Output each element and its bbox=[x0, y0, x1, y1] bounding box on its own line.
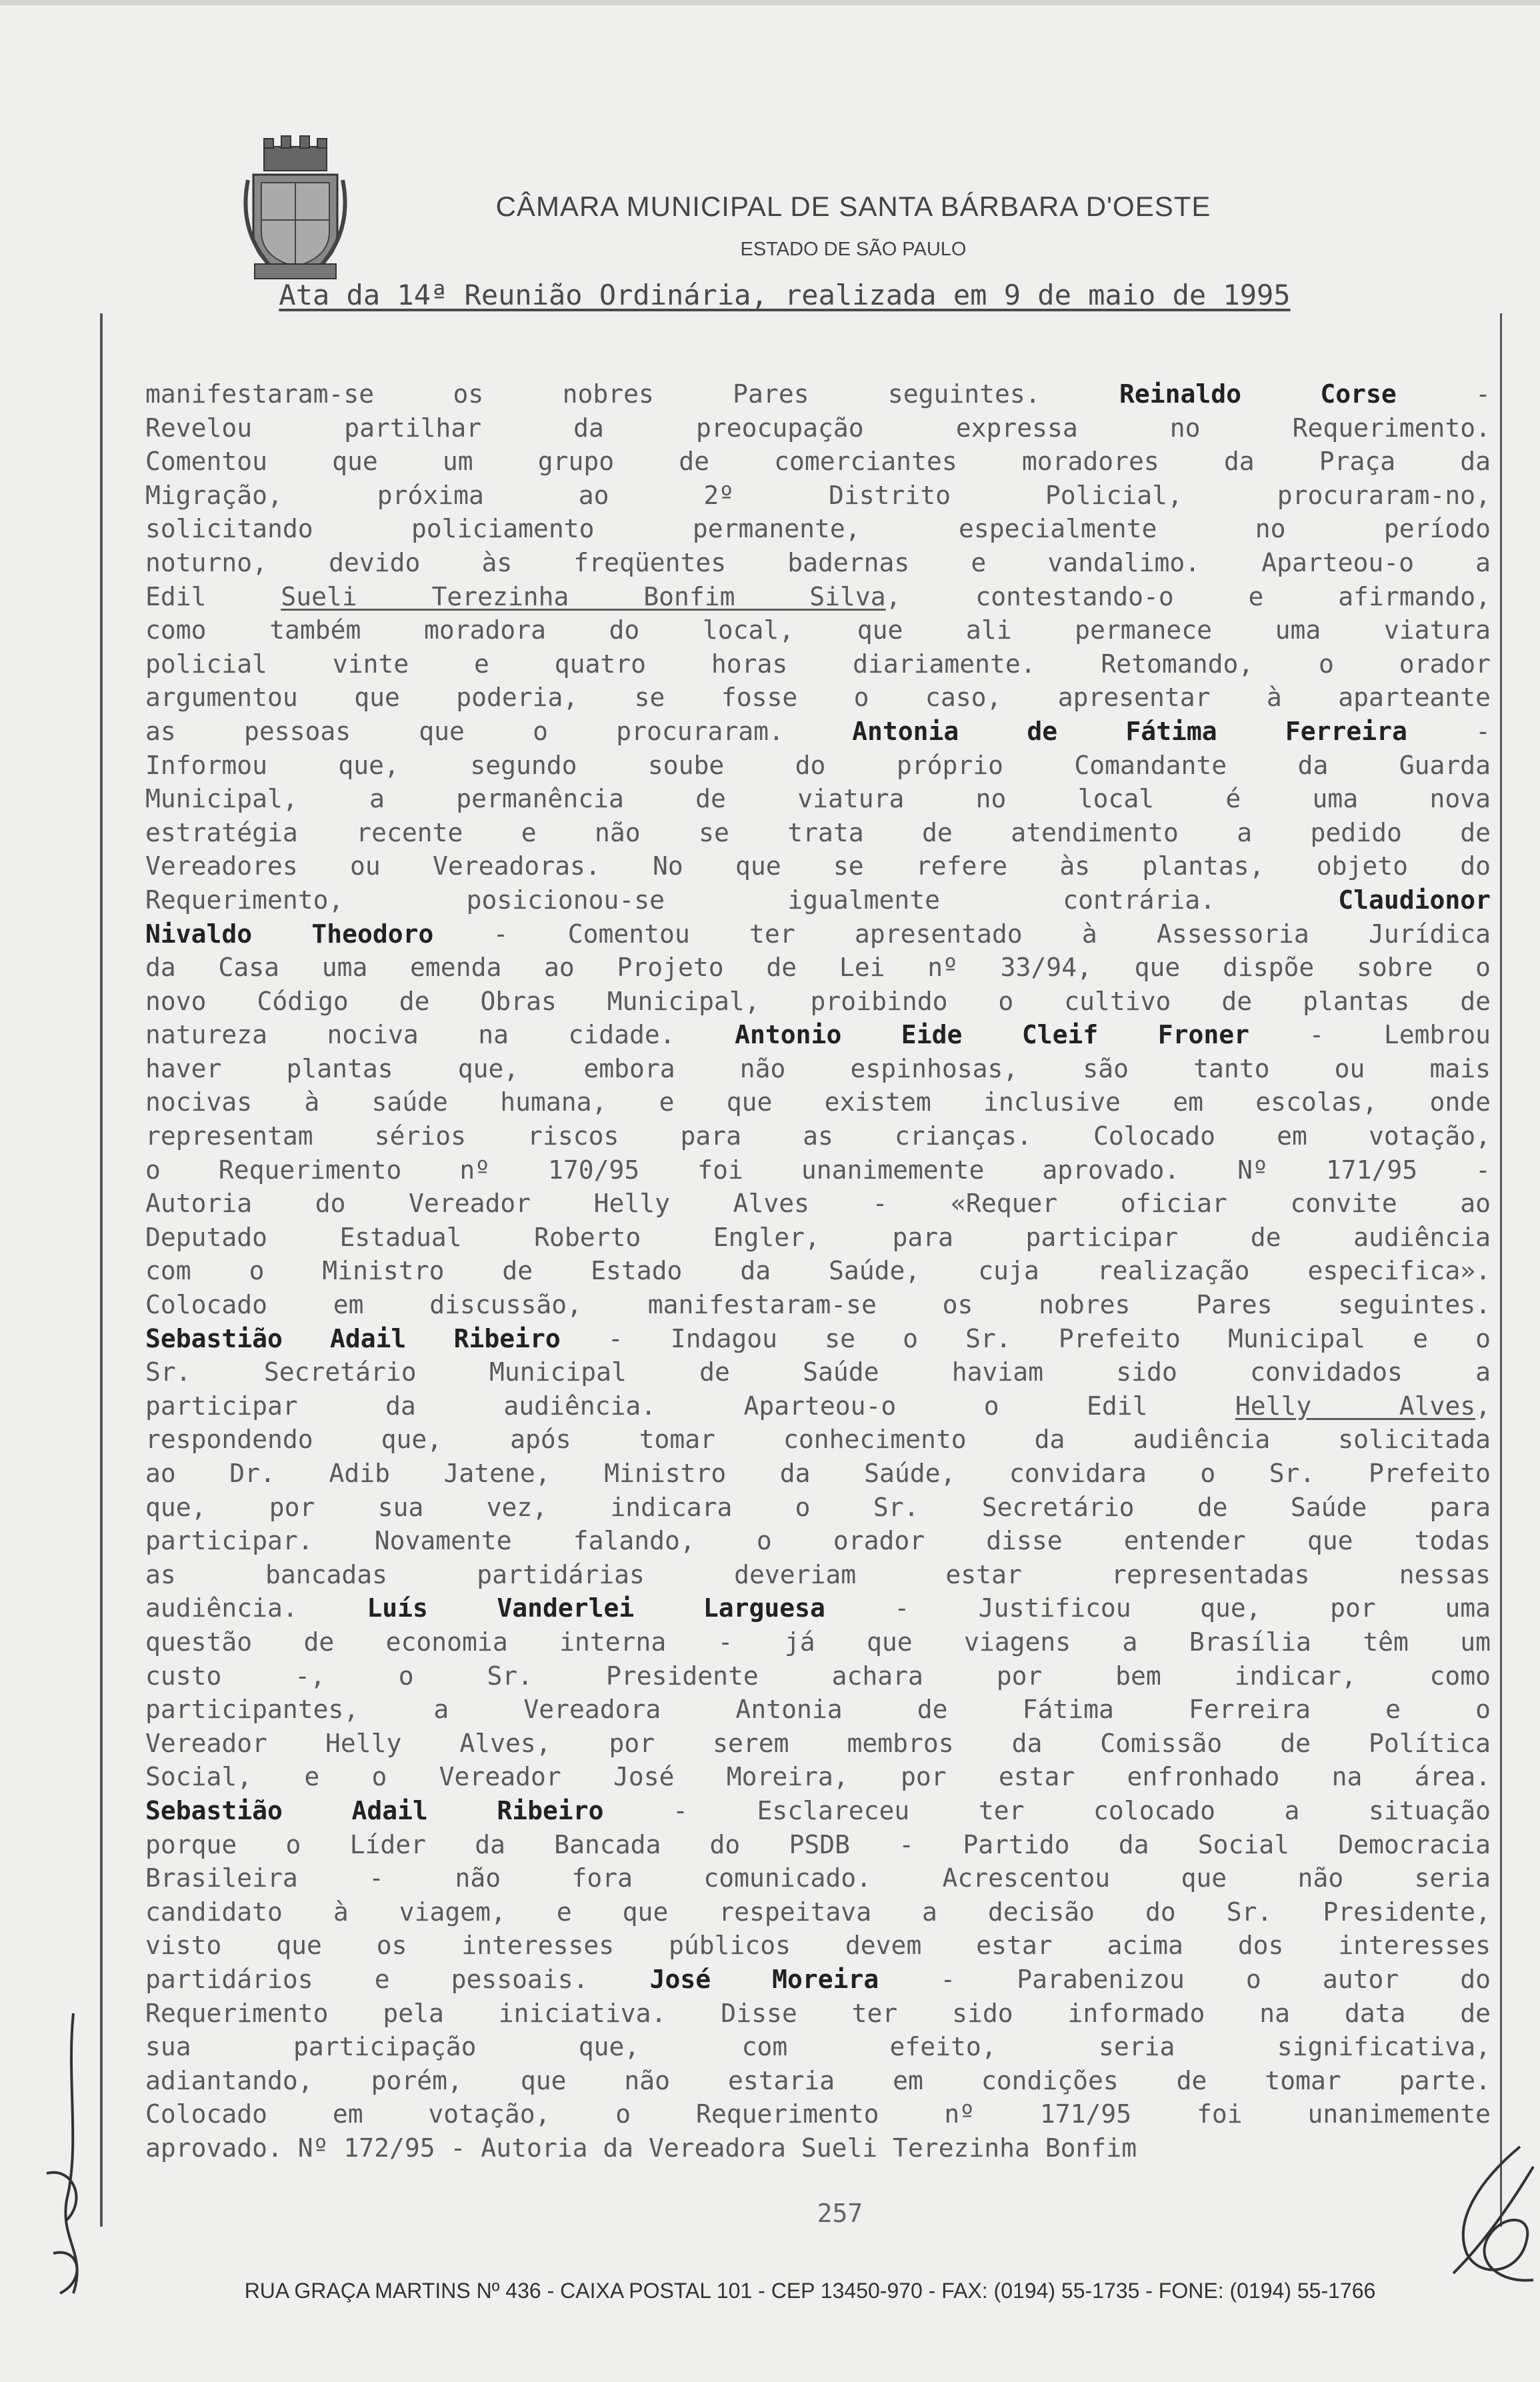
speaker-name: Nivaldo Theodoro bbox=[145, 919, 434, 949]
speaker-name: Sebastião Adail Ribeiro bbox=[145, 1323, 561, 1353]
text-line: que, por sua vez, indicara o Sr. Secretário de Saúde para bbox=[145, 1492, 1491, 1522]
text-line: Municipal, a permanência de viatura no local é uma nova bbox=[145, 784, 1491, 814]
text-line: com o Ministro de Estado da Saúde, cuja realização especifica». bbox=[145, 1256, 1491, 1286]
text-line: Colocado em votação, o Requerimento nº 171/95 foi unanimemente bbox=[145, 2099, 1491, 2129]
text-line: visto que os interesses públicos devem estar acima dos interesses bbox=[145, 1931, 1491, 1961]
text-line: Revelou partilhar da preocupação expressa no Requerimento. bbox=[145, 413, 1491, 443]
text-line: solicitando policiamento permanente, especialmente no período bbox=[145, 514, 1491, 544]
text-line: Colocado em discussão, manifestaram-se os nobres Pares seguintes. bbox=[145, 1290, 1491, 1320]
text-line: as pessoas que o procuraram. Antonia de Fátima Ferreira - bbox=[145, 716, 1491, 746]
text-line: ao Dr. Adib Jatene, Ministro da Saúde, convidara o Sr. Prefeito bbox=[145, 1459, 1491, 1488]
text-line: participar. Novamente falando, o orador disse entender que todas bbox=[145, 1526, 1491, 1556]
text-line: as bancadas partidárias deveriam estar representadas nessas bbox=[145, 1559, 1491, 1589]
text-line: Edil Sueli Terezinha Bonfim Silva, contestando-o e afirmando, bbox=[145, 581, 1491, 611]
text-line: haver plantas que, embora não espinhosas, são tanto ou mais bbox=[145, 1053, 1491, 1083]
text-line: Autoria do Vereador Helly Alves - «Requer oficiar convite ao bbox=[145, 1189, 1491, 1219]
text-line: nocivas à saúde humana, e que existem inclusive em escolas, onde bbox=[145, 1087, 1491, 1117]
municipal-coat-of-arms bbox=[235, 133, 356, 287]
text-line: noturno, devido às freqüentes badernas e vandalimo. Aparteou-o a bbox=[145, 547, 1491, 577]
institution-name: CÂMARA MUNICIPAL DE SANTA BÁRBARA D'OESTE bbox=[495, 191, 1211, 222]
underlined-name: Sueli Terezinha Bonfim Silva bbox=[281, 581, 886, 611]
text-line: aprovado. Nº 172/95 - Autoria da Vereadora Sueli Terezinha Bonfim bbox=[145, 2133, 1137, 2163]
text-line: Informou que, segundo soube do próprio Comandante da Guarda bbox=[145, 750, 1491, 780]
speaker-name: Sebastião Adail Ribeiro bbox=[145, 1795, 604, 1825]
left-margin-rule bbox=[100, 313, 103, 2227]
page-top-edge bbox=[0, 0, 1540, 5]
text-line: como também moradora do local, que ali permanece uma viatura bbox=[145, 615, 1491, 645]
text-line: Brasileira - não fora comunicado. Acrescentou que não seria bbox=[145, 1863, 1491, 1893]
text-line: representam sérios riscos para as crianças. Colocado em votação, bbox=[145, 1121, 1491, 1151]
text-line: Comentou que um grupo de comerciantes moradores da Praça da bbox=[145, 447, 1491, 477]
text-line: Social, e o Vereador José Moreira, por estar enfronhado na área. bbox=[145, 1762, 1491, 1792]
text-line: questão de economia interna - já que viagens a Brasília têm um bbox=[145, 1627, 1491, 1657]
text-line: audiência. Luís Vanderlei Larguesa - Justificou que, por uma bbox=[145, 1593, 1491, 1623]
text-line: Sebastião Adail Ribeiro - Indagou se o Sr. Prefeito Municipal e o bbox=[145, 1323, 1491, 1353]
text-line: candidato à viagem, e que respeitava a decisão do Sr. Presidente, bbox=[145, 1897, 1491, 1927]
speaker-name: Reinaldo Corse bbox=[1119, 379, 1397, 409]
text-line: participar da audiência. Aparteou-o o Edil Helly Alves, bbox=[145, 1391, 1491, 1421]
underlined-name: Helly Alves bbox=[1235, 1391, 1476, 1421]
speaker-name: Antonio Eide Cleif Froner bbox=[735, 1020, 1249, 1050]
text-line: Migração, próxima ao 2º Distrito Policial, procuraram-no, bbox=[145, 480, 1491, 510]
handwritten-initial-icon bbox=[27, 2000, 107, 2320]
text-line: Nivaldo Theodoro - Comentou ter apresentado à Assessoria Jurídica bbox=[145, 919, 1491, 949]
text-line: porque o Líder da Bancada do PSDB - Partido da Social Democracia bbox=[145, 1829, 1491, 1859]
right-margin-rule bbox=[1500, 313, 1502, 2227]
minutes-body bbox=[145, 377, 1491, 2165]
text-line: da Casa uma emenda ao Projeto de Lei nº 33/94, que dispõe sobre o bbox=[145, 953, 1491, 983]
text-line: estratégia recente e não se trata de atendimento a pedido de bbox=[145, 817, 1491, 847]
text-line: policial vinte e quatro horas diariamente. Retomando, o orador bbox=[145, 649, 1491, 679]
speaker-name: Luís Vanderlei Larguesa bbox=[367, 1593, 825, 1623]
speaker-name: José Moreira bbox=[649, 1964, 879, 1994]
text-line: participantes, a Vereadora Antonia de Fátima Ferreira e o bbox=[145, 1695, 1491, 1725]
crest-ribbon-icon bbox=[255, 264, 336, 279]
text-line: Requerimento, posicionou-se igualmente contrária. Claudionor bbox=[145, 885, 1491, 915]
text-line: novo Código de Obras Municipal, proibindo o cultivo de plantas de bbox=[145, 986, 1491, 1016]
text-line: natureza nociva na cidade. Antonio Eide Cleif Froner - Lembrou bbox=[145, 1020, 1491, 1050]
text-line: Sr. Secretário Municipal de Saúde haviam sido convidados a bbox=[145, 1357, 1491, 1387]
text-line: adiantando, porém, que não estaria em condições de tomar parte. bbox=[145, 2065, 1491, 2095]
text-line: sua participação que, com efeito, seria significativa, bbox=[145, 2032, 1491, 2062]
state-name: ESTADO DE SÃO PAULO bbox=[740, 239, 967, 260]
speaker-name: Antonia de Fátima Ferreira bbox=[852, 716, 1407, 746]
crest-crown-icon bbox=[264, 136, 327, 171]
page-number: 257 bbox=[817, 2199, 863, 2228]
minutes-title: Ata da 14ª Reunião Ordinária, realizada em 9 de maio de 1995 bbox=[279, 279, 1291, 311]
text-line: argumentou que poderia, se fosse o caso, apresentar à aparteante bbox=[145, 683, 1491, 713]
text-line: Vereadores ou Vereadoras. No que se refere às plantas, objeto do bbox=[145, 851, 1491, 881]
text-line: Sebastião Adail Ribeiro - Esclareceu ter colocado a situação bbox=[145, 1795, 1491, 1825]
footer-address: RUA GRAÇA MARTINS Nº 436 - CAIXA POSTAL 101 - CEP 13450-970 - FAX: (0194) 55-1735 - FONE: (0194) 55-1766 bbox=[244, 2279, 1376, 2303]
text-line: Deputado Estadual Roberto Engler, para participar de audiência bbox=[145, 1222, 1491, 1252]
text-line: manifestaram-se os nobres Pares seguintes. Reinaldo Corse - bbox=[145, 379, 1491, 409]
text-line: partidários e pessoais. José Moreira - Parabenizou o autor do bbox=[145, 1964, 1491, 1994]
handwritten-signature-icon bbox=[1440, 2140, 1540, 2293]
speaker-name: Claudionor bbox=[1338, 885, 1491, 915]
text-line: custo -, o Sr. Presidente achara por bem indicar, como bbox=[145, 1661, 1491, 1691]
text-line: Vereador Helly Alves, por serem membros da Comissão de Política bbox=[145, 1728, 1491, 1758]
text-line: Requerimento pela iniciativa. Disse ter sido informado na data de bbox=[145, 1998, 1491, 2028]
text-line: respondendo que, após tomar conhecimento da audiência solicitada bbox=[145, 1425, 1491, 1455]
text-line: o Requerimento nº 170/95 foi unanimemente aprovado. Nº 171/95 - bbox=[145, 1155, 1491, 1185]
